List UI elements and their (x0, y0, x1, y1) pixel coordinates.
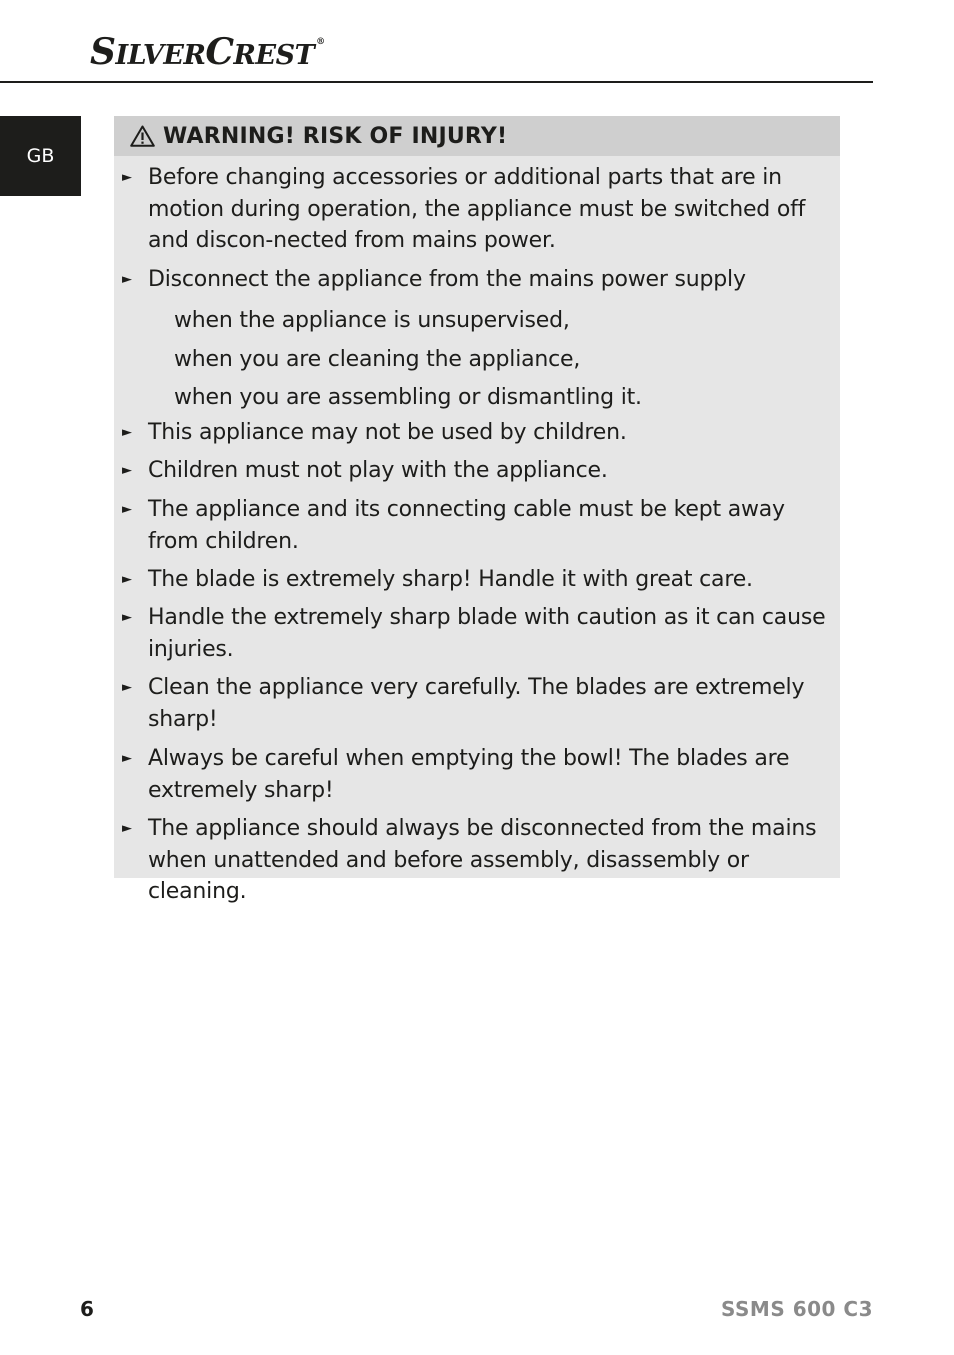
registered-mark: ® (316, 37, 325, 47)
page-number: 6 (80, 1297, 94, 1321)
warning-box (114, 116, 840, 904)
bullet-arrow-icon: ► (122, 425, 132, 440)
logo-letter-c: C (205, 31, 234, 73)
bullet-arrow-icon: ► (122, 572, 132, 587)
bullet-arrow-icon: ► (122, 610, 132, 625)
silvercrest-logo (90, 31, 325, 73)
list-item-text: Handle the extremely sharp blade with caution as it can cause injuries. (148, 605, 826, 662)
bullet-arrow-icon: ► (122, 463, 132, 478)
header-divider (0, 81, 873, 83)
language-tab (0, 116, 81, 196)
bullet-arrow-icon: ► (122, 821, 132, 836)
list-item-text: This appliance may not be used by children. (148, 420, 627, 445)
bullet-arrow-icon: ► (122, 170, 132, 185)
language-tab-label: GB (26, 145, 55, 167)
bullet-arrow-icon: ► (122, 272, 132, 287)
list-item-text: Clean the appliance very carefully. The blades are extremely sharp! (148, 675, 805, 732)
list-item-text: The appliance and its connecting cable must be kept away from children. (148, 497, 785, 554)
list-item-text: Before changing accessories or additional parts that are in motion during operation, the appliance must be switched off and discon-nected from mains power. (148, 165, 806, 253)
bullet-arrow-icon: ► (122, 751, 132, 766)
model-number: SSMS 600 C3 (721, 1297, 873, 1321)
warning-header (114, 116, 840, 156)
list-item-text: Always be careful when emptying the bowl! The blades are extremely sharp! (148, 746, 790, 803)
list-item-text: Disconnect the appliance from the mains power supply (148, 267, 746, 292)
list-item-text: The blade is extremely sharp! Handle it with great care. (148, 567, 753, 592)
bullet-arrow-icon: ► (122, 502, 132, 517)
bullet-arrow-icon: ► (122, 680, 132, 695)
warning-title: WARNING! RISK OF INJURY! (163, 123, 508, 149)
list-item-text: Children must not play with the appliance. (148, 458, 608, 483)
disconnect-condition: when the appliance is unsupervised, (174, 308, 570, 333)
disconnect-condition: when you are cleaning the appliance, (174, 347, 581, 372)
logo-text-rest: REST (233, 40, 315, 71)
warning-triangle-icon (130, 125, 155, 147)
disconnect-condition: when you are assembling or dismantling it. (174, 385, 642, 410)
list-item-text: The appliance should always be disconnected from the mains when unattended and before assembly, disassembly or cleaning. (148, 816, 817, 904)
logo-letter-s: S (90, 31, 116, 73)
logo-text-ilver: ILVER (115, 40, 206, 71)
